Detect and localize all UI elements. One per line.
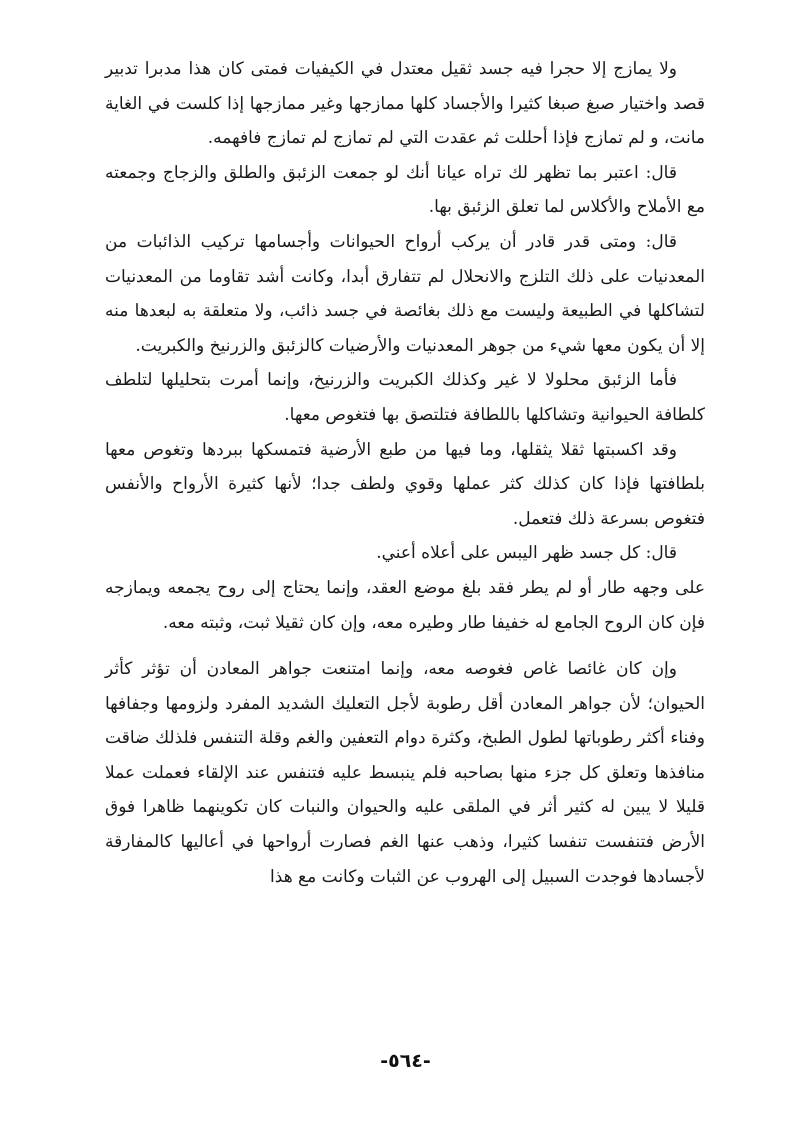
paragraph-5: وقد اكسبتها ثقلا يثقلها، وما فيها من طبع الأرضية فتمسكها ببردها وتغوص معها بلطافتها فإذا كان كذلك كثر عملها وقوي ولطف جدا؛ لأنها كثيرة الأرواح والأنفس فتغوص بسرعة ذلك فتعمل. xyxy=(105,439,705,529)
page-number: -٥٦٤- xyxy=(380,1050,431,1072)
paragraph-1: ولا يمازج إلا حجرا فيه جسد ثقيل معتدل في الكيفيات فمتى كان هذا مدبرا تدبير قصد واختيار صبغ صبغا كثيرا والأجساد كلها ممازجها وغير ممازجها إذا كلست في الغاية مانت، و لم تمازج فإذا أحللت ثم عقدت التي لم تمازج لم تمازج فافهمه. xyxy=(105,59,705,149)
body-text xyxy=(105,52,705,894)
paragraph-8: وإن كان غائصا غاص فغوصه معه، وإنما امتنعت جواهر المعادن أن تؤثر كأثر الحيوان؛ لأن جواهر المعادن أقل رطوبة لأجل التعليك الشديد المفرد ولزومها وجفافها وفناء أكثر رطوباتها لطول الطبخ، وكثرة دوام التعفين والغم وقلة التنفس فلذلك ضاقت منافذها وتعلق كل جزء منها بصاحبه فلم ينبسط عليه فتنفس عند الإلقاء فعملت عملا قليلا لا يبين له كثير أثر في الملقى عليه والحيوان والنبات كان تكوينهما ظاهرا فوق الأرض فتنفست تنفسا كثيرا، وذهب عنها الغم فصارت أرواحها في أعاليها كالمفارقة لأجسادها فوجدت السبيل إلى الهروب عن الثبات وكانت مع هذا xyxy=(105,659,705,887)
paragraph-2: قال: اعتبر بما تظهر لك تراه عيانا أنك لو جمعت الزئبق والطلق والزجاج وجمعته مع الأملاح والأكلاس لما تعلق الزئبق بها. xyxy=(105,162,705,218)
paragraph-7: على وجهه طار أو لم يطر فقد بلغ موضع العقد، وإنما يحتاج إلى روح يجمعه ويمازجه فإن كان الروح الجامع له خفيفا طار وطيره معه، وإن كان ثقيلا ثبت، وثبته معه. xyxy=(105,577,705,633)
paragraph-3: قال: ومتى قدر قادر أن يركب أرواح الحيوانات وأجسامها تركيب الذائبات من المعدنيات على ذلك التلزج والانحلال لم تتفارق أبدا، وكانت أشد تقاوما من المعدنيات لتشاكلها في الطبيعة وليست مع ذلك بغائصة في جسد ذائب، ولا متعلقة به لبعدها منه إلا أن يكون معها شيء من جوهر المعدنيات والأرضيات كالزئبق والزرنيخ والكبريت. xyxy=(105,231,705,356)
paragraph-4: فأما الزئبق محلولا لا غير وكذلك الكبريت والزرنيخ، وإنما أمرت بتحليلها لتلطف كلطافة الحيوانية وتشاكلها باللطافة فتلتصق بها فتغوص معها. xyxy=(105,370,705,425)
paragraph-6: قال: كل جسد ظهر اليبس على أعلاه أعني. xyxy=(376,543,677,564)
